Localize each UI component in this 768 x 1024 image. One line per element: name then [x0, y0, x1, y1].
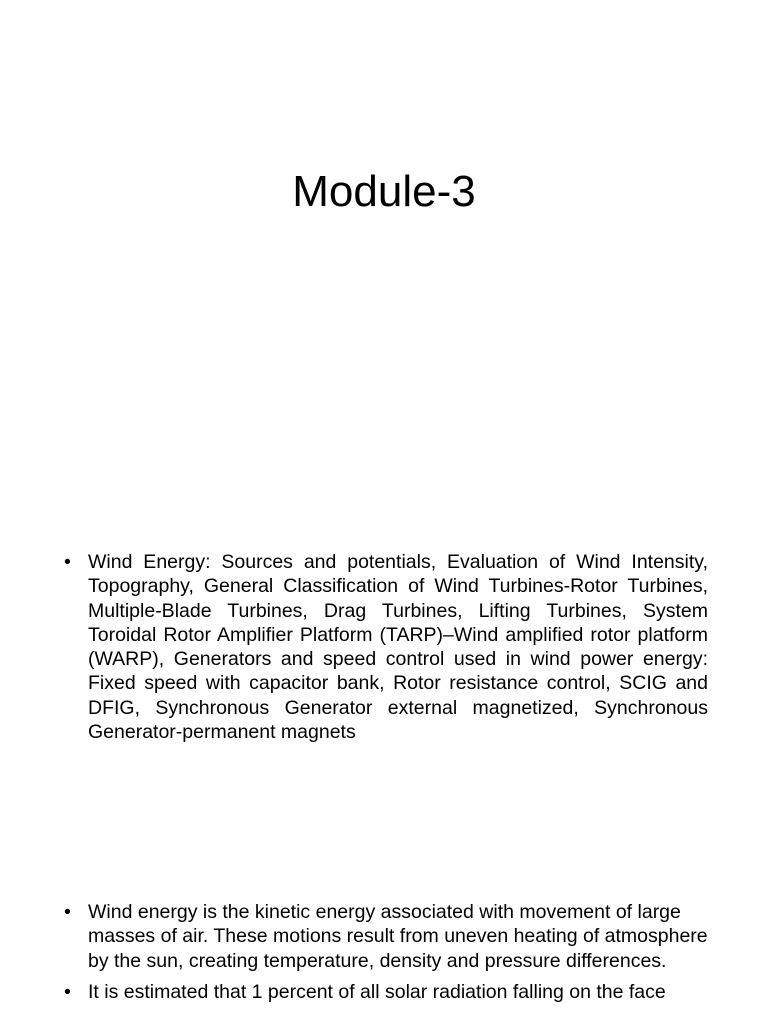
bullet-dot-icon: •: [64, 980, 71, 1003]
bullet-dot-icon: •: [64, 551, 71, 573]
slide-title: Module-3: [292, 167, 476, 216]
bullet-list: [64, 900, 708, 1011]
bullet-text: It is estimated that 1 percent of all solar radiation falling on the face: [88, 980, 666, 1003]
bullet-item: [64, 900, 708, 973]
bullet-text: Wind Energy: Sources and potentials, Evaluation of Wind Intensity, Topography, General Classification of Wind Turbines-Rotor Turbines, Multiple-Blade Turbines, Drag Turbines, Lifting Turbines, System Toroidal Rotor Amplifier Platform (TARP)–Wind amplified rotor platform (WARP), Generators and speed control used in wind power energy: Fixed speed with capacitor bank, Rotor resistance control, SCIG and DFIG, Synchronous Generator external magnetized, Synchronous Generator-permanent magnets: [88, 551, 708, 744]
bullet-list: [64, 550, 708, 751]
content-slide-wind-energy: [0, 852, 768, 1024]
bullet-item: [64, 550, 708, 744]
content-slide-syllabus: [0, 512, 768, 852]
bullet-item: [64, 980, 708, 1004]
bullet-dot-icon: •: [64, 901, 71, 923]
bullet-text: Wind energy is the kinetic energy associated with movement of large masses of air. These motions result from uneven heating of atmosphere by the sun, creating temperature, density and pressure differences.: [88, 901, 708, 972]
